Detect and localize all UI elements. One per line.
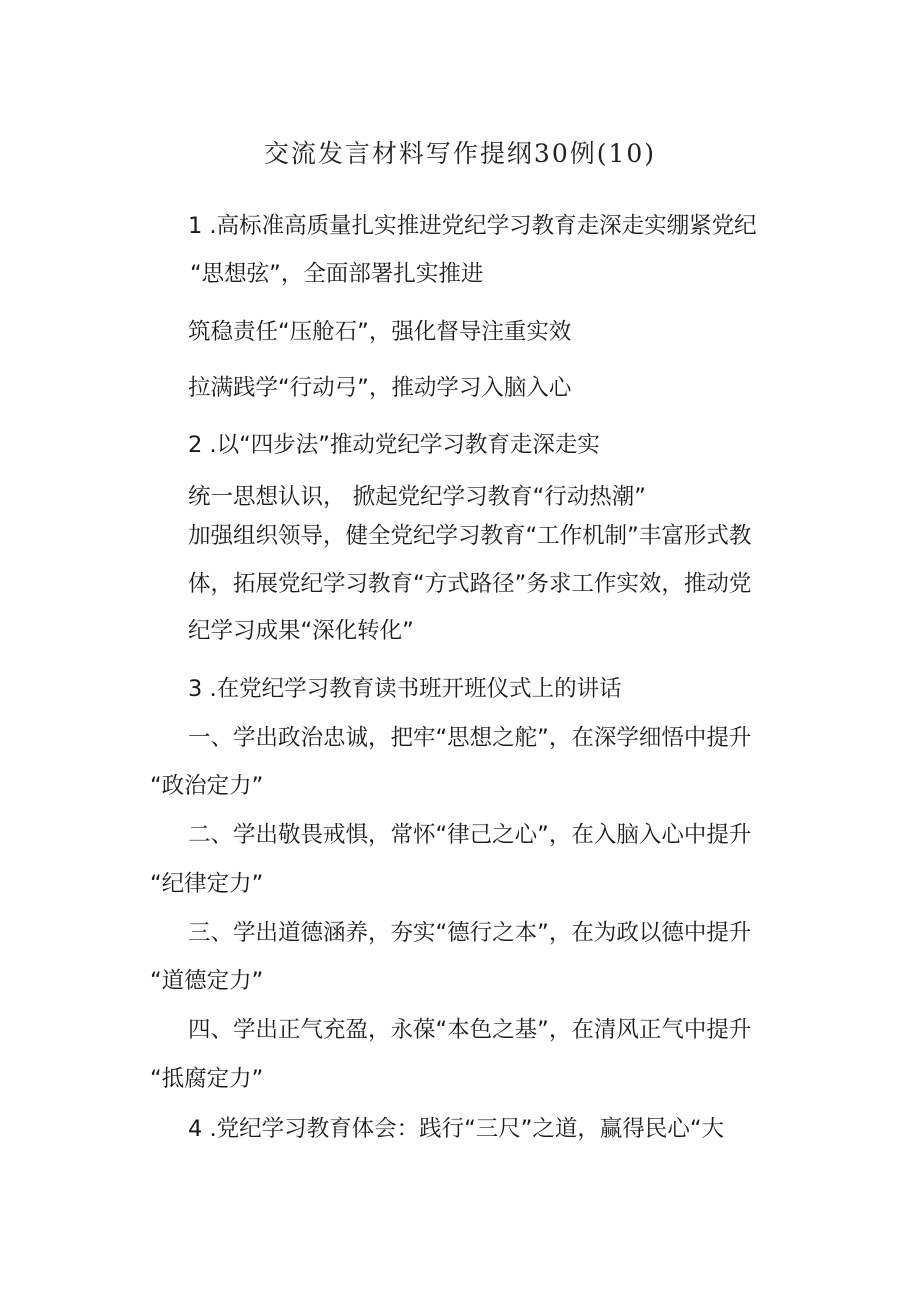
text-line: 体，拓展党纪学习教育“方式路径”务求工作实效，推动党 [188,571,752,597]
text-line: “思想弦”，全面部署扎实推进 [190,261,484,287]
text-line: 1 .高标准高质量扎实推进党纪学习教育走深走实绷紧党纪 [188,213,757,239]
text-line: 三、学出道德涵养，夯实“德行之本”，在为政以德中提升 [188,920,752,946]
text-line: 统一思想认识， 掀起党纪学习教育“行动热潮” [188,484,646,510]
text-line: 一、学出政治忠诚，把牢“思想之舵”，在深学细悟中提升 [188,725,752,751]
text-line: 筑稳责任“压舱石”，强化督导注重实效 [188,319,572,345]
text-line: 2 .以“四步法”推动党纪学习教育走深走实 [188,432,600,458]
text-line: “道德定力” [150,968,264,994]
text-line: 四、学出正气充盈，永葆“本色之基”，在清风正气中提升 [188,1017,752,1043]
text-line: 拉满践学“行动弓”，推动学习入脑入心 [188,375,572,401]
text-line: “抵腐定力” [150,1066,264,1092]
text-line: “政治定力” [150,773,264,799]
text-line: 4 .党纪学习教育体会：践行“三尺”之道，赢得民心“大 [188,1116,725,1142]
document-title: 交流发言材料写作提纲30例(10) [263,139,657,168]
text-line: 二、学出敬畏戒惧，常怀“律己之心”，在入脑入心中提升 [188,822,752,848]
text-line: 3 .在党纪学习教育读书班开班仪式上的讲话 [188,676,622,702]
text-line: 纪学习成果“深化转化” [188,618,414,644]
text-line: “纪律定力” [150,871,264,897]
text-line: 加强组织领导，健全党纪学习教育“工作机制”丰富形式教 [188,523,752,549]
